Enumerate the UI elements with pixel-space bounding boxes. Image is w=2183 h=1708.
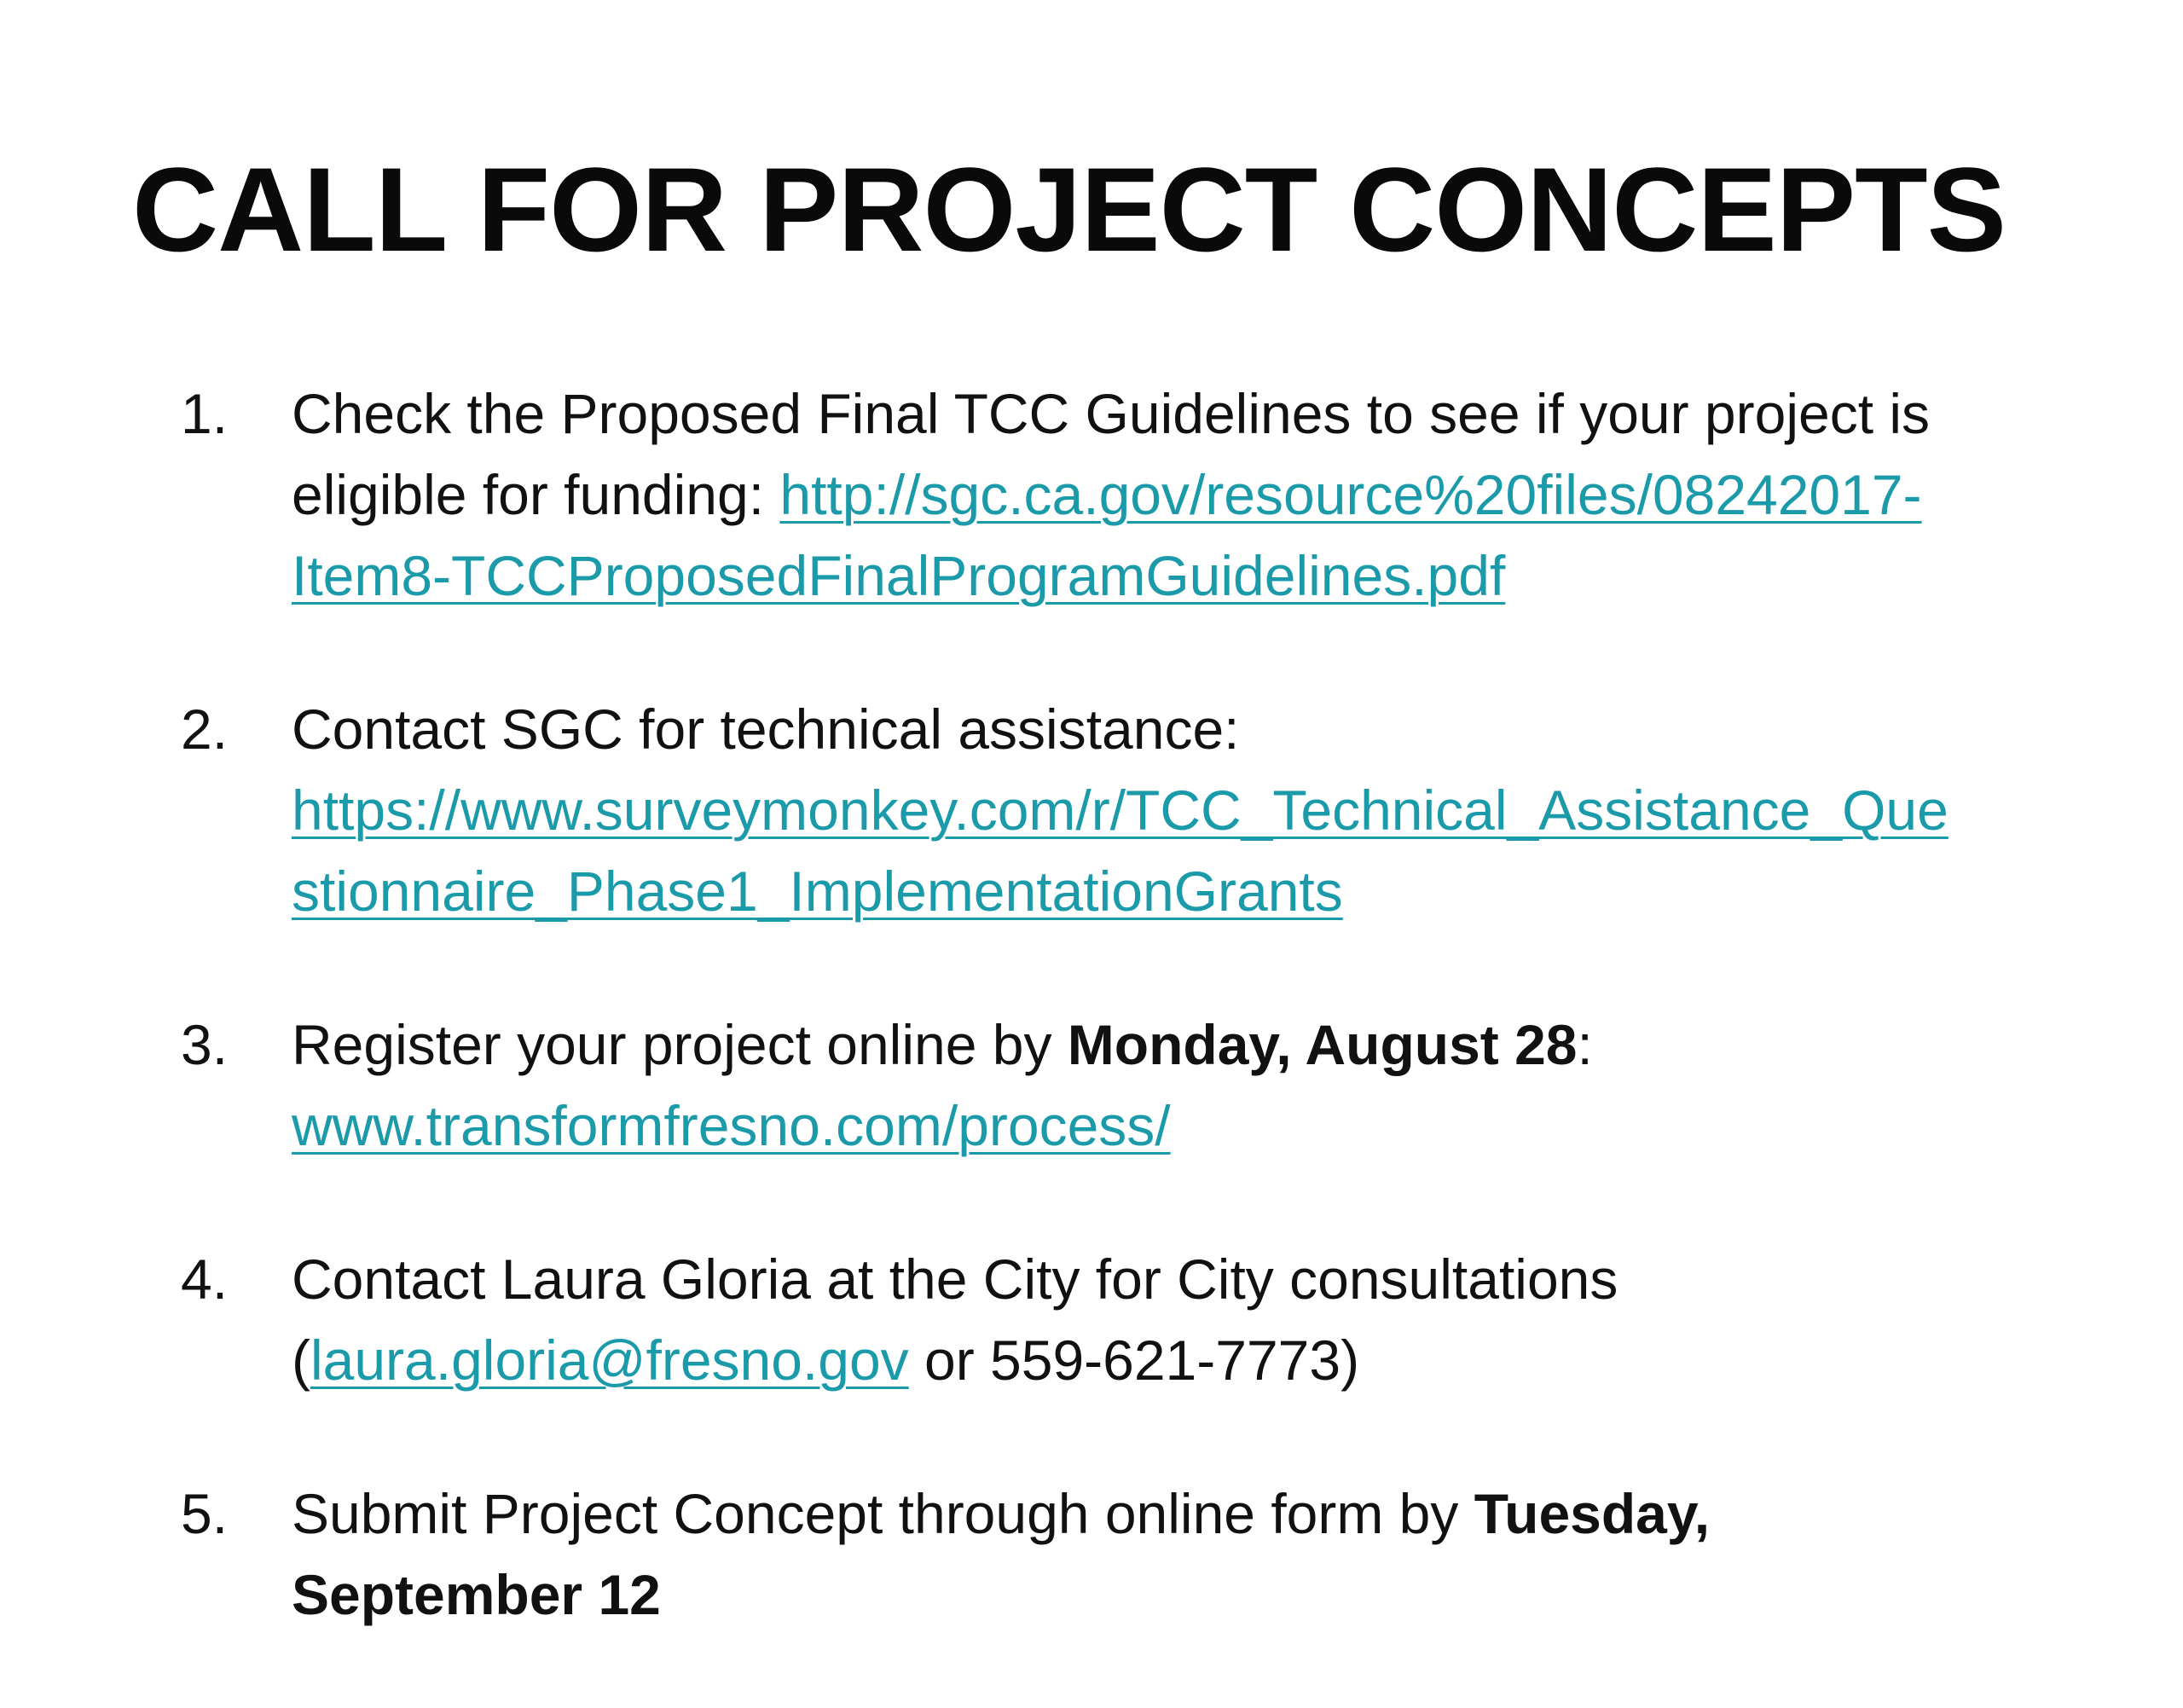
item-text: :	[1577, 1013, 1593, 1076]
item-text-line	[292, 1555, 2142, 1636]
list-item	[181, 1239, 2142, 1401]
item-number: 3.	[181, 1013, 229, 1076]
item-text-line	[292, 536, 2142, 617]
item-text: Contact Laura Gloria at the City for City consultations	[292, 1248, 1618, 1311]
item-text-line	[292, 851, 2142, 932]
item-number: 2.	[181, 698, 229, 761]
item-text-line	[292, 770, 2142, 851]
item-number: 1.	[181, 382, 229, 445]
item-text-line	[292, 1320, 2142, 1401]
item-text: Register your project online by	[292, 1013, 1068, 1076]
submit-deadline-continued: September 12	[292, 1563, 661, 1626]
steps-list	[181, 373, 2142, 1708]
survey-link-continued[interactable]: stionnaire_Phase1_ImplementationGrants	[292, 860, 1343, 923]
item-text: (	[292, 1329, 310, 1392]
item-text: Contact SGC for technical assistance:	[292, 698, 1240, 761]
item-text-line	[292, 1005, 2142, 1086]
page-title: CALL FOR PROJECT CONCEPTS	[132, 142, 2006, 276]
item-number: 5.	[181, 1482, 229, 1545]
register-link[interactable]: www.transformfresno.com/process/	[292, 1094, 1171, 1157]
email-link[interactable]: laura.gloria@fresno.gov	[310, 1329, 909, 1392]
guidelines-link[interactable]: http://sgc.ca.gov/resource%20files/08242017-	[779, 463, 1922, 526]
survey-link[interactable]: https://www.surveymonkey.com/r/TCC_Technical_Assistance_Que	[292, 779, 1948, 842]
item-text-line	[292, 455, 2142, 536]
item-text-line	[292, 1474, 2142, 1555]
list-item	[181, 373, 2142, 617]
item-text: Check the Proposed Final TCC Guidelines to see if your project is	[292, 382, 1931, 445]
guidelines-link-continued[interactable]: Item8-TCCProposedFinalProgramGuidelines.pdf	[292, 544, 1506, 607]
phone-text: or 559-621-7773)	[908, 1329, 1360, 1392]
list-item	[181, 1005, 2142, 1167]
item-text: eligible for funding:	[292, 463, 780, 526]
list-item	[181, 689, 2142, 932]
submit-deadline: Tuesday,	[1474, 1482, 1711, 1545]
list-item	[181, 1474, 2142, 1636]
item-text: Submit Project Concept through online form by	[292, 1482, 1474, 1545]
item-number: 4.	[181, 1248, 229, 1311]
item-text-line	[292, 1086, 2142, 1167]
register-deadline: Monday, August 28	[1067, 1013, 1578, 1076]
